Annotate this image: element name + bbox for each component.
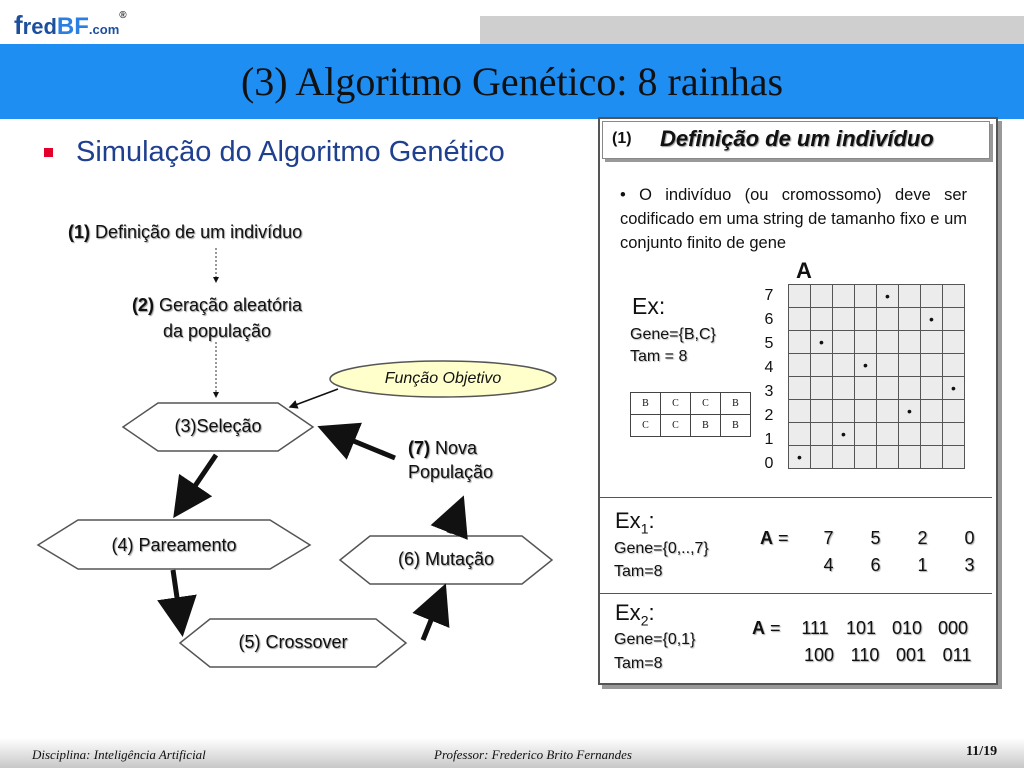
board-row [789, 400, 965, 423]
value-cell: 101 [845, 618, 877, 638]
subtitle: Simulação do Algoritmo Genético [76, 136, 505, 168]
ex1-eq: = [778, 528, 789, 548]
panel-description: • O indivíduo (ou cromossomo) deve ser codificado em uma string de tamanho fixo e um conjunto finito de gene [620, 186, 967, 252]
panel-header-title: Definição de um indivíduo [660, 126, 934, 151]
gene-table-row [631, 415, 751, 437]
arrow-3-4 [176, 455, 216, 514]
board-cell [877, 446, 899, 469]
board-cell [811, 377, 833, 400]
board-cell [789, 308, 811, 331]
board-row [789, 285, 965, 308]
board-cell [943, 400, 965, 423]
step5-label: (5) Crossover [238, 632, 348, 652]
board-cell [789, 423, 811, 446]
ex2-label [615, 600, 655, 628]
ex1-label-text: Ex [615, 508, 641, 533]
ex-gene: Gene={B,C} [630, 326, 716, 343]
board-cell [811, 400, 833, 423]
board-cell [877, 285, 899, 308]
gene-cell: B [631, 393, 661, 415]
ex2-label-text: Ex [615, 600, 641, 625]
board-cell [855, 446, 877, 469]
board-cell [899, 354, 921, 377]
ex2-a: A [752, 618, 765, 638]
board-row [789, 446, 965, 469]
board-cell [811, 446, 833, 469]
board-cell [899, 446, 921, 469]
board-cell [877, 354, 899, 377]
board-cell [921, 331, 943, 354]
board-row [789, 308, 965, 331]
board-row-label: 1 [764, 431, 774, 448]
board-cell [789, 446, 811, 469]
board-cell [789, 400, 811, 423]
arrow-6-7 [449, 500, 462, 533]
board-row-label: 3 [764, 383, 774, 400]
ex1-gene: Gene={0,..,7} [614, 540, 709, 557]
queen-dot-icon: • [929, 311, 934, 327]
board-cell [899, 285, 921, 308]
board-cell [877, 400, 899, 423]
value-cell: 2 [917, 528, 928, 548]
ex2-eq: = [770, 618, 781, 638]
board-cell [899, 423, 921, 446]
fitness-label: Função Objetivo [384, 370, 502, 387]
step7-label [408, 436, 493, 484]
slide-title: (3) Algoritmo Genético: 8 rainhas [240, 59, 784, 104]
board-cell [899, 308, 921, 331]
board-cell [877, 377, 899, 400]
ex2-a-label [752, 618, 781, 639]
board-cell [899, 400, 921, 423]
board-cell [833, 308, 855, 331]
board-cell [811, 285, 833, 308]
board-cell [833, 423, 855, 446]
queen-dot-icon: • [951, 380, 956, 396]
separator-1 [600, 497, 992, 498]
queen-dot-icon: • [863, 357, 868, 373]
ex1-tam: Tam=8 [614, 563, 663, 580]
board-row-labels [762, 284, 776, 476]
board-cell [943, 354, 965, 377]
gene-table-row [631, 393, 751, 415]
queen-dot-icon: • [841, 426, 846, 442]
board-cell [943, 423, 965, 446]
board-cell [833, 285, 855, 308]
arrow-7-3 [322, 428, 395, 458]
gene-string-table [630, 392, 751, 437]
board-cell [855, 400, 877, 423]
board-cell [855, 423, 877, 446]
board-row-label: 2 [764, 407, 774, 424]
board-cell [811, 331, 833, 354]
board-row-label: 5 [764, 335, 774, 352]
board-cell [943, 446, 965, 469]
board-label: A [796, 258, 812, 283]
board-cell [877, 331, 899, 354]
ex1-row1 [805, 528, 993, 549]
board-cell [789, 354, 811, 377]
ex2-subscript: 2 [640, 612, 649, 629]
value-cell: 001 [895, 645, 927, 665]
step2-line2: da população [162, 321, 272, 341]
gene-cell: B [691, 415, 721, 437]
board-cell [855, 285, 877, 308]
board-cell [921, 423, 943, 446]
panel-header-number: (1) [612, 130, 632, 147]
gene-cell: B [721, 393, 751, 415]
board-row-label: 0 [764, 455, 774, 472]
value-cell: 1 [917, 555, 928, 575]
value-cell: 6 [870, 555, 881, 575]
board-cell [833, 354, 855, 377]
logo-red: red [22, 14, 57, 39]
board-cell [943, 377, 965, 400]
ex2-gene: Gene={0,1} [614, 631, 696, 648]
arrow-5-6 [423, 588, 444, 640]
board-cell [811, 423, 833, 446]
footer-discipline: Disciplina: Inteligência Artificial [32, 747, 206, 762]
board-cell [855, 331, 877, 354]
ex2-row1 [792, 618, 976, 639]
fitness-arrow [290, 389, 338, 407]
value-cell: 011 [942, 645, 972, 665]
board-row-label: 4 [764, 359, 774, 376]
queen-dot-icon: • [907, 403, 912, 419]
board-row [789, 331, 965, 354]
arrow-4-5 [173, 570, 182, 632]
board-cell [811, 354, 833, 377]
value-cell: 010 [891, 618, 923, 638]
value-cell: 000 [937, 618, 969, 638]
board-cell [855, 354, 877, 377]
gene-cell: C [631, 415, 661, 437]
board-cell [855, 308, 877, 331]
step7-text1: Nova [435, 438, 478, 458]
step1-text: Definição de um indivíduo [95, 222, 303, 242]
ex1-a: A [760, 528, 773, 548]
ex1-label [615, 508, 655, 536]
board-row [789, 423, 965, 446]
board-cell [789, 285, 811, 308]
board-cell [899, 331, 921, 354]
board-cell [921, 354, 943, 377]
value-cell: 110 [850, 645, 880, 665]
gene-cell: C [661, 415, 691, 437]
step4-label: (4) Pareamento [111, 535, 237, 555]
board-row [789, 354, 965, 377]
ex-label: Ex: [632, 293, 666, 319]
board-cell [877, 308, 899, 331]
footer-page-number: 11/19 [966, 744, 998, 759]
board-cell [943, 308, 965, 331]
logo-registered: ® [119, 10, 127, 21]
board-cell [833, 377, 855, 400]
step7-number: (7) [408, 438, 430, 458]
step1-label [68, 222, 302, 243]
logo-f: f [14, 10, 23, 40]
step6-label: (6) Mutação [397, 549, 495, 569]
ex-tam: Tam = 8 [630, 348, 688, 365]
board-cell [921, 377, 943, 400]
ex1-colon: : [648, 508, 655, 533]
queen-dot-icon: • [885, 288, 890, 304]
board-cell [833, 400, 855, 423]
ex1-row2 [805, 555, 993, 576]
value-cell: 3 [964, 555, 975, 575]
step2-line1: Geração aleatória [158, 295, 303, 315]
chess-board [788, 284, 965, 469]
board-cell [899, 377, 921, 400]
step7-text2: População [408, 462, 494, 482]
step3-label: (3)Seleção [174, 416, 262, 436]
board-row-label: 6 [764, 311, 774, 328]
logo-com: .com [88, 22, 120, 37]
board-cell [833, 446, 855, 469]
board-cell [877, 423, 899, 446]
board-cell [811, 308, 833, 331]
board-cell [789, 377, 811, 400]
board-cell [921, 308, 943, 331]
board-row [789, 377, 965, 400]
board-cell [943, 285, 965, 308]
value-cell: 100 [803, 645, 835, 665]
step1-number: (1) [68, 222, 90, 242]
board-cell [921, 400, 943, 423]
value-cell: 7 [823, 528, 834, 548]
step2-label [60, 292, 374, 344]
ex1-subscript: 1 [640, 520, 649, 537]
gene-cell: B [721, 415, 751, 437]
footer-professor: Professor: Frederico Brito Fernandes [434, 747, 632, 762]
gene-cell: C [661, 393, 691, 415]
board-cell [833, 331, 855, 354]
queen-dot-icon: • [819, 334, 824, 350]
gene-cell: C [691, 393, 721, 415]
value-cell: 5 [870, 528, 881, 548]
board-cell [921, 446, 943, 469]
value-cell: 111 [801, 618, 829, 638]
queen-dot-icon: • [797, 449, 802, 465]
value-cell: 4 [823, 555, 834, 575]
board-cell [921, 285, 943, 308]
logo-bf: BF [56, 13, 89, 40]
board-row-label: 7 [764, 287, 774, 304]
value-cell: 0 [964, 528, 975, 548]
separator-2 [600, 593, 992, 594]
ex2-colon: : [648, 600, 655, 625]
ex1-a-label [760, 528, 789, 549]
ex2-row2 [796, 645, 980, 666]
board-cell [943, 331, 965, 354]
board-cell [855, 377, 877, 400]
step2-number: (2) [131, 295, 154, 315]
board-cell [789, 331, 811, 354]
ex2-tam: Tam=8 [614, 655, 663, 672]
